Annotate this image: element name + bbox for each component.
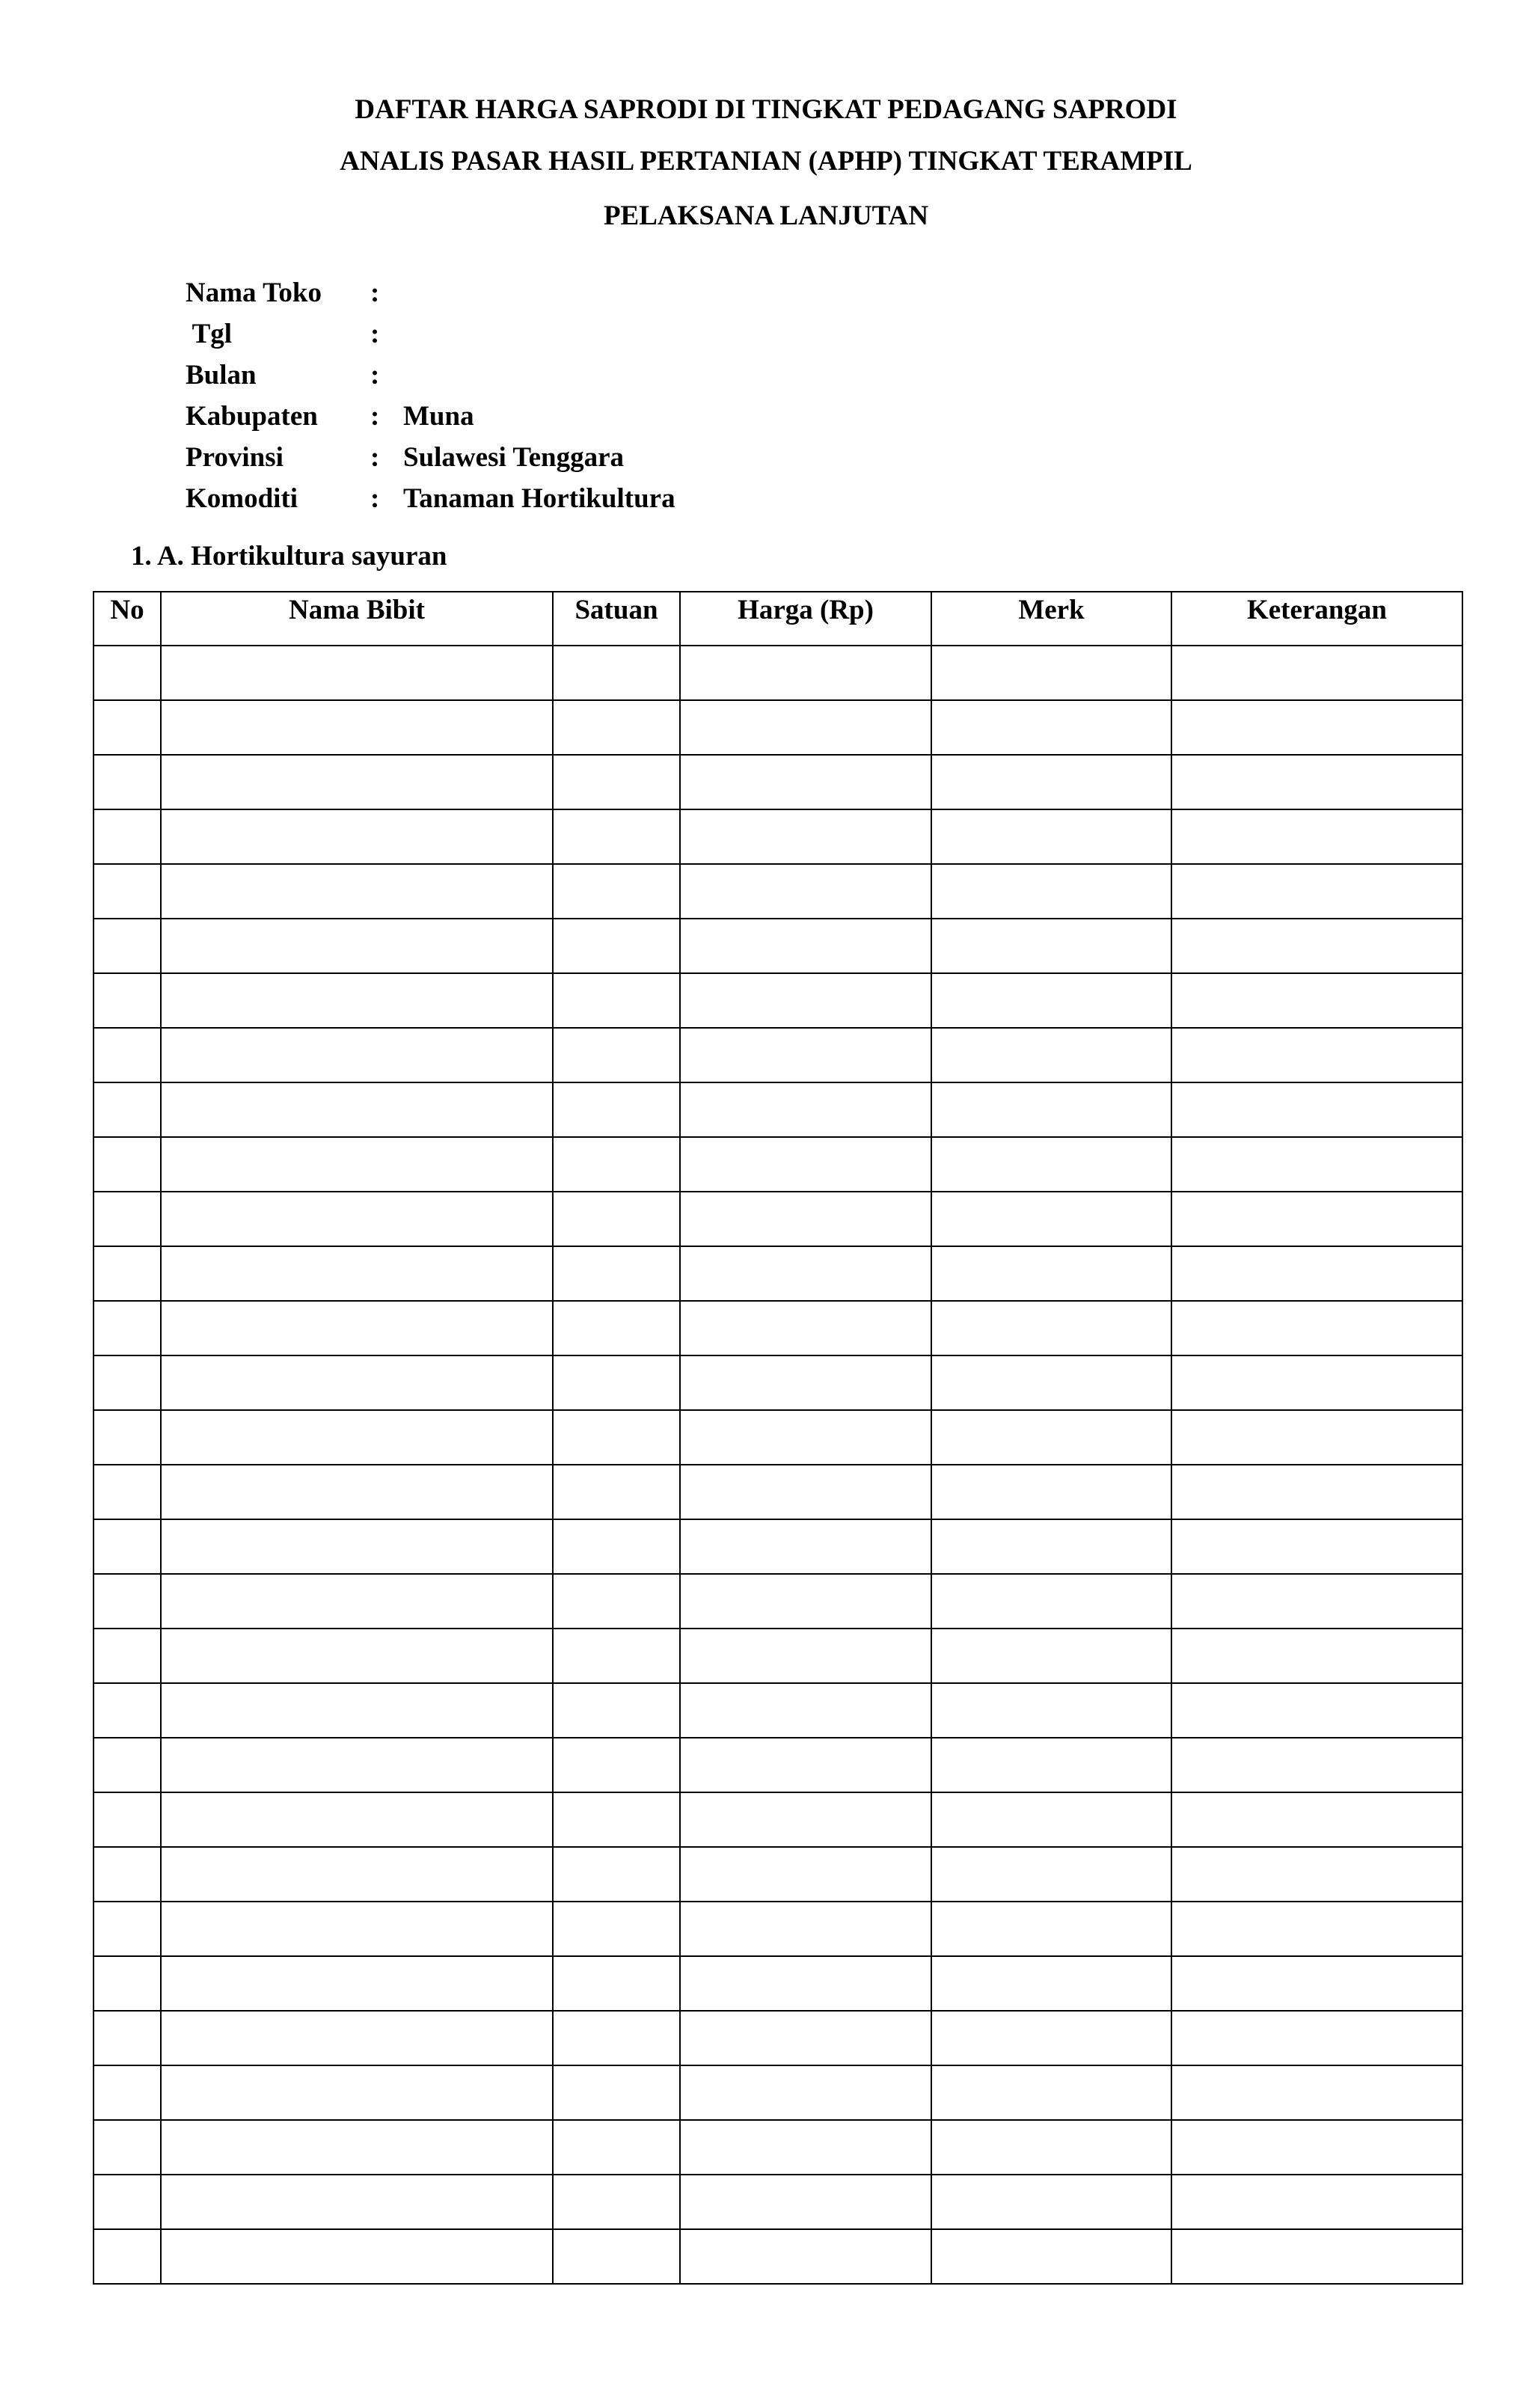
table-cell[interactable]: [1171, 2175, 1462, 2229]
table-cell[interactable]: [931, 2065, 1171, 2120]
info-colon: :: [370, 360, 380, 390]
table-cell[interactable]: [94, 1629, 161, 1683]
table-body: [94, 646, 1462, 2284]
table-cell[interactable]: [931, 2120, 1171, 2175]
table-cell[interactable]: [161, 1465, 553, 1519]
table-cell[interactable]: [94, 1574, 161, 1629]
table-cell[interactable]: [161, 2229, 553, 2284]
table-cell[interactable]: [94, 1683, 161, 1738]
table-cell[interactable]: [553, 1082, 680, 1137]
table-cell[interactable]: [680, 1847, 931, 1902]
table-cell[interactable]: [553, 1956, 680, 2011]
table-cell[interactable]: [553, 1301, 680, 1355]
table-header-row: [94, 592, 1462, 646]
info-colon: :: [370, 319, 380, 349]
table-cell[interactable]: [931, 1792, 1171, 1847]
table-row: [94, 646, 1462, 700]
table-cell[interactable]: [680, 1137, 931, 1192]
table-cell[interactable]: [680, 1629, 931, 1683]
table-cell[interactable]: [94, 1410, 161, 1465]
table-cell[interactable]: [161, 2065, 553, 2120]
table-cell[interactable]: [94, 2011, 161, 2065]
table-row: [94, 1410, 1462, 1465]
table-cell[interactable]: [931, 1410, 1171, 1465]
table-cell[interactable]: [94, 1792, 161, 1847]
table-cell[interactable]: [1171, 755, 1462, 809]
price-table: [93, 591, 1463, 2285]
table-cell[interactable]: [94, 1847, 161, 1902]
table-cell[interactable]: [94, 1465, 161, 1519]
table-cell[interactable]: [94, 1355, 161, 1410]
table-row: [94, 919, 1462, 973]
table-cell[interactable]: [161, 1738, 553, 1792]
table-cell[interactable]: [931, 1629, 1171, 1683]
table-cell[interactable]: [1171, 1301, 1462, 1355]
table-cell[interactable]: [1171, 1574, 1462, 1629]
table-row: [94, 1355, 1462, 1410]
table-cell[interactable]: [1171, 864, 1462, 919]
table-cell[interactable]: [553, 1465, 680, 1519]
table-cell[interactable]: [1171, 1465, 1462, 1519]
table-cell[interactable]: [1171, 1192, 1462, 1246]
table-row: [94, 1192, 1462, 1246]
table-cell[interactable]: [931, 1847, 1171, 1902]
table-row: [94, 809, 1462, 864]
document-title-line-1: DAFTAR HARGA SAPRODI DI TINGKAT PEDAGANG SAPRODI: [355, 94, 1177, 125]
table-cell[interactable]: [680, 2120, 931, 2175]
table-cell[interactable]: [680, 1683, 931, 1738]
table-row: [94, 1028, 1462, 1082]
table-cell[interactable]: [931, 1738, 1171, 1792]
info-label: Nama Toko: [186, 278, 322, 308]
table-cell[interactable]: [931, 755, 1171, 809]
table-cell[interactable]: [931, 1355, 1171, 1410]
table-cell[interactable]: [931, 646, 1171, 700]
table-cell[interactable]: [1171, 2011, 1462, 2065]
table-row: [94, 1847, 1462, 1902]
table-cell[interactable]: [94, 646, 161, 700]
table-cell[interactable]: [161, 1355, 553, 1410]
table-cell[interactable]: [553, 1246, 680, 1301]
table-cell[interactable]: [553, 1192, 680, 1246]
table-cell[interactable]: [553, 2065, 680, 2120]
table-cell[interactable]: [1171, 646, 1462, 700]
table-row: [94, 1519, 1462, 1574]
section-heading: 1. A. Hortikultura sayuran: [131, 541, 447, 572]
table-cell[interactable]: [680, 1028, 931, 1082]
table-cell[interactable]: [553, 1738, 680, 1792]
table-cell[interactable]: [94, 1246, 161, 1301]
table-cell[interactable]: [931, 809, 1171, 864]
table-cell[interactable]: [161, 2175, 553, 2229]
table-cell[interactable]: [1171, 1956, 1462, 2011]
table-cell[interactable]: [553, 919, 680, 973]
table-cell[interactable]: [94, 755, 161, 809]
table-cell[interactable]: [161, 2120, 553, 2175]
table-row: [94, 1683, 1462, 1738]
table-cell[interactable]: [161, 1410, 553, 1465]
table-cell[interactable]: [1171, 1410, 1462, 1465]
table-row: [94, 1082, 1462, 1137]
table-cell[interactable]: [680, 1738, 931, 1792]
table-cell[interactable]: [680, 1792, 931, 1847]
table-cell[interactable]: [161, 1137, 553, 1192]
table-cell[interactable]: [94, 864, 161, 919]
table-cell[interactable]: [94, 2065, 161, 2120]
table-cell[interactable]: [680, 700, 931, 755]
table-row: [94, 2175, 1462, 2229]
table-cell[interactable]: [94, 700, 161, 755]
table-cell[interactable]: [680, 2065, 931, 2120]
table-cell[interactable]: [1171, 973, 1462, 1028]
table-cell[interactable]: [680, 755, 931, 809]
table-cell[interactable]: [553, 1137, 680, 1192]
table-cell[interactable]: [553, 973, 680, 1028]
table-cell[interactable]: [931, 1902, 1171, 1956]
table-cell[interactable]: [161, 1629, 553, 1683]
table-cell[interactable]: [931, 700, 1171, 755]
info-label: Tgl: [186, 319, 233, 349]
table-cell[interactable]: [680, 1519, 931, 1574]
table-cell[interactable]: [553, 1355, 680, 1410]
table-cell[interactable]: [94, 1028, 161, 1082]
table-cell[interactable]: [1171, 1738, 1462, 1792]
info-value: Sulawesi Tenggara: [403, 442, 625, 473]
table-cell[interactable]: [161, 1301, 553, 1355]
column-header-keterangan: Keterangan: [1171, 592, 1462, 646]
table-cell[interactable]: [931, 1137, 1171, 1192]
info-label: Kabupaten: [186, 401, 318, 432]
table-row: [94, 1574, 1462, 1629]
table-cell[interactable]: [94, 1137, 161, 1192]
table-cell[interactable]: [161, 864, 553, 919]
table-cell[interactable]: [931, 1301, 1171, 1355]
table-cell[interactable]: [680, 1192, 931, 1246]
table-cell[interactable]: [94, 1082, 161, 1137]
table-cell[interactable]: [553, 2120, 680, 2175]
table-row: [94, 973, 1462, 1028]
table-cell[interactable]: [1171, 1246, 1462, 1301]
table-cell[interactable]: [931, 2011, 1171, 2065]
table-cell[interactable]: [931, 1956, 1171, 2011]
table-cell[interactable]: [161, 1574, 553, 1629]
table-cell[interactable]: [161, 1519, 553, 1574]
table-cell[interactable]: [553, 2175, 680, 2229]
table-row: [94, 755, 1462, 809]
table-cell[interactable]: [680, 919, 931, 973]
info-colon: :: [370, 401, 380, 432]
column-header-harga: Harga (Rp): [680, 592, 931, 646]
table-cell[interactable]: [680, 864, 931, 919]
table-cell[interactable]: [1171, 1902, 1462, 1956]
column-header-satuan: Satuan: [553, 592, 680, 646]
table-cell[interactable]: [1171, 1082, 1462, 1137]
table-cell[interactable]: [1171, 2120, 1462, 2175]
table-row: [94, 1792, 1462, 1847]
info-colon: :: [370, 442, 380, 473]
table-cell[interactable]: [931, 1192, 1171, 1246]
table-row: [94, 1246, 1462, 1301]
table-cell[interactable]: [553, 700, 680, 755]
table-cell[interactable]: [161, 700, 553, 755]
table-row: [94, 1956, 1462, 2011]
table-row: [94, 2011, 1462, 2065]
table-cell[interactable]: [161, 1683, 553, 1738]
table-cell[interactable]: [1171, 1792, 1462, 1847]
table-cell[interactable]: [553, 1902, 680, 1956]
table-cell[interactable]: [161, 1902, 553, 1956]
table-cell[interactable]: [680, 1956, 931, 2011]
table-cell[interactable]: [680, 2229, 931, 2284]
table-cell[interactable]: [931, 919, 1171, 973]
table-cell[interactable]: [931, 1246, 1171, 1301]
table-cell[interactable]: [1171, 919, 1462, 973]
table-cell[interactable]: [161, 809, 553, 864]
table-cell[interactable]: [1171, 1519, 1462, 1574]
table-cell[interactable]: [680, 1410, 931, 1465]
table-cell[interactable]: [553, 1519, 680, 1574]
table-row: [94, 1301, 1462, 1355]
table-cell[interactable]: [553, 2229, 680, 2284]
table-cell[interactable]: [94, 919, 161, 973]
table-row: [94, 1465, 1462, 1519]
table-cell[interactable]: [94, 2120, 161, 2175]
table-cell[interactable]: [553, 1847, 680, 1902]
table-cell[interactable]: [680, 2175, 931, 2229]
table-cell[interactable]: [680, 2011, 931, 2065]
table-cell[interactable]: [161, 919, 553, 973]
table-cell[interactable]: [680, 809, 931, 864]
column-header-merk: Merk: [931, 592, 1171, 646]
table-cell[interactable]: [94, 1519, 161, 1574]
table-row: [94, 1137, 1462, 1192]
table-cell[interactable]: [680, 973, 931, 1028]
table-cell[interactable]: [680, 1574, 931, 1629]
table-cell[interactable]: [553, 755, 680, 809]
table-row: [94, 2120, 1462, 2175]
table-cell[interactable]: [94, 1192, 161, 1246]
table-cell[interactable]: [94, 2175, 161, 2229]
table-cell[interactable]: [931, 2229, 1171, 2284]
table-cell[interactable]: [161, 1082, 553, 1137]
table-cell[interactable]: [161, 1956, 553, 2011]
table-cell[interactable]: [1171, 809, 1462, 864]
table-cell[interactable]: [931, 1028, 1171, 1082]
table-cell[interactable]: [553, 1410, 680, 1465]
info-value: Tanaman Hortikultura: [403, 483, 675, 514]
table-cell[interactable]: [931, 1519, 1171, 1574]
table-cell[interactable]: [553, 1792, 680, 1847]
table-cell[interactable]: [931, 1683, 1171, 1738]
table-cell[interactable]: [931, 1082, 1171, 1137]
table-cell[interactable]: [680, 1246, 931, 1301]
table-row: [94, 700, 1462, 755]
table-cell[interactable]: [680, 1301, 931, 1355]
info-label: Bulan: [186, 360, 257, 390]
table-cell[interactable]: [931, 2175, 1171, 2229]
table-row: [94, 1902, 1462, 1956]
table-cell[interactable]: [94, 809, 161, 864]
table-cell[interactable]: [94, 1902, 161, 1956]
table-cell[interactable]: [553, 809, 680, 864]
table-cell[interactable]: [161, 1847, 553, 1902]
table-cell[interactable]: [161, 646, 553, 700]
table-cell[interactable]: [931, 1465, 1171, 1519]
table-cell[interactable]: [1171, 1028, 1462, 1082]
table-cell[interactable]: [94, 973, 161, 1028]
table-cell[interactable]: [161, 2011, 553, 2065]
table-cell[interactable]: [94, 1956, 161, 2011]
table-cell[interactable]: [94, 2229, 161, 2284]
table-cell[interactable]: [161, 755, 553, 809]
table-row: [94, 2065, 1462, 2120]
table-cell[interactable]: [1171, 1137, 1462, 1192]
table-cell[interactable]: [1171, 1355, 1462, 1410]
table-cell[interactable]: [1171, 1683, 1462, 1738]
table-cell[interactable]: [161, 1792, 553, 1847]
table-cell[interactable]: [553, 1028, 680, 1082]
table-cell[interactable]: [1171, 1847, 1462, 1902]
table-cell[interactable]: [553, 1629, 680, 1683]
table-cell[interactable]: [161, 1028, 553, 1082]
column-header-no: No: [94, 592, 161, 646]
table-cell[interactable]: [1171, 2229, 1462, 2284]
document-title-line-3: PELAKSANA LANJUTAN: [603, 200, 929, 231]
table-cell[interactable]: [1171, 700, 1462, 755]
table-row: [94, 864, 1462, 919]
table-cell[interactable]: [1171, 1629, 1462, 1683]
table-cell[interactable]: [94, 1301, 161, 1355]
table-cell[interactable]: [680, 646, 931, 700]
table-cell[interactable]: [553, 646, 680, 700]
info-colon: :: [370, 483, 380, 514]
info-label: Komoditi: [186, 483, 298, 514]
table-cell[interactable]: [161, 973, 553, 1028]
info-value: Muna: [403, 401, 474, 432]
info-colon: :: [370, 278, 380, 308]
document-title-line-2: ANALIS PASAR HASIL PERTANIAN (APHP) TINGKAT TERAMPIL: [340, 146, 1192, 177]
table-cell[interactable]: [680, 1465, 931, 1519]
table-row: [94, 2229, 1462, 2284]
table-cell[interactable]: [680, 1355, 931, 1410]
table-cell[interactable]: [94, 1738, 161, 1792]
table-cell[interactable]: [161, 1246, 553, 1301]
table-cell[interactable]: [161, 1192, 553, 1246]
table-cell[interactable]: [553, 1574, 680, 1629]
table-cell[interactable]: [931, 1574, 1171, 1629]
table-cell[interactable]: [1171, 2065, 1462, 2120]
table-cell[interactable]: [553, 2011, 680, 2065]
table-row: [94, 1629, 1462, 1683]
table-cell[interactable]: [931, 973, 1171, 1028]
table-cell[interactable]: [553, 1683, 680, 1738]
info-label: Provinsi: [186, 442, 284, 473]
table-cell[interactable]: [680, 1082, 931, 1137]
table-cell[interactable]: [680, 1902, 931, 1956]
table-cell[interactable]: [931, 864, 1171, 919]
table-row: [94, 1738, 1462, 1792]
table-cell[interactable]: [553, 864, 680, 919]
column-header-nama-bibit: Nama Bibit: [161, 592, 553, 646]
